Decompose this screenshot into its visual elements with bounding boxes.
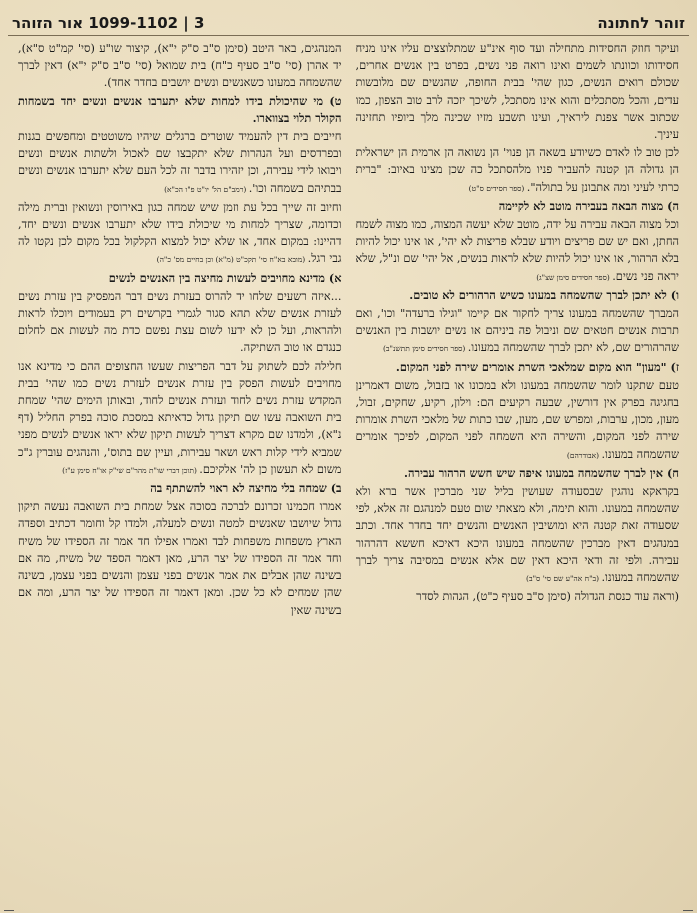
- paragraph-text: בקראקא נוהגין שבסעודה שעושין בליל שני מברכין אשר ברא ולא שהשמחה במעונו. והוא תימה, ולא מצאתי שום טעם למנהגם זה אלא, לפי שסעודה זאת קטנה היא ומושיבין האנשים והנשים יחד בחדר אחד. וכתב במנהגים דאין מברכין שהשמחה במעונו היכא דאיכא חששא דהרהור עבירה. ולפי זה ודאי היכא דאין שם אלא אנשים במסיבה צריך לברך שהשמחה במעונו.: [355, 485, 679, 585]
- section-heading: [356, 287, 680, 304]
- paragraph: [18, 288, 342, 357]
- page-number: 3 | 1099-1102 אור הזוהר: [12, 14, 205, 32]
- paragraph-text: טעם שתקנו לומר שהשמחה במעונו ולא במכונו או בזבול, משום דאמרינן בחגיגה בפרק אין דורשין, שבעה רקיעים הם: וילון, רקיע, שחקים, זבול, מעון, מכון, ערבות, ומפרש שם, מעון, שבו כתות של מלאכי השרת אומרות שירה לפני המקום, והשירה היא השמחה לפני המקום, לפיכך אומרים שהשמחה במעונו.: [355, 378, 679, 461]
- paragraph: [356, 588, 680, 605]
- paragraph-text: ועיקר חוזק החסידות מתחילה ועד סוף אינ"ע שמתלוצצים עליו אינו מניח חסידותו וכוונתו לשמים ואינו רואה פני נשים, בפרט בין אנשים אחרים, שכולם רואים הנשים, כגון שהי' בבית החופה, שהנשים שם מלובשות עדים, והכל מסתכלים והוא אינו מסתכל, לשיכך יזכה לרב טוב הצפון, כמו שכתוב אשר צפנת ליראיך, ועינו תשבע מזיו שכינה מלך ביופיו תחזינה עיניך.: [355, 42, 679, 142]
- source-citation: (רמב"ם הל' יו"ט פ"ו הכ"א): [164, 184, 249, 194]
- section-heading: [356, 359, 680, 376]
- left-column: [18, 40, 342, 905]
- paragraph: [18, 128, 342, 198]
- paragraph-text: חייבים בית דין להעמיד שוטרים ברגלים שיהיו משוטטים ומחפשים בגנות ובפרדסים ועל הנהרות שלא יתקבצו שם לאכול ולשתות אנשים ונשים ויבואו לידי עבירה, וכן יזהירו בדבר זה לכל העם שלא יתערבו אנשים ונשים בבתיהם בשמחה וכו'.: [18, 130, 342, 195]
- paragraph-text: (וראה עוד כנסת הגדולה (סימן ס"ב סעיף כ"ט), הגהות לסדר: [416, 590, 679, 604]
- source-citation: (ספר חסידים ס"ט): [468, 183, 527, 193]
- source-citation: (תוכן דברי שו"ת מהר"ם שי"ק או"ח סימן ע"ז): [62, 465, 200, 475]
- paragraph: [356, 216, 680, 286]
- source-citation: (אבודרהם): [566, 450, 602, 460]
- paragraph-text: אמרו חכמינו זכרונם לברכה בסוכה אצל שמחת בית השואבה נעשה תיקון גדול שיושבו שאנשים למטה ונשים למעלה, ולמדו קל וחומר דכתיב וספדה הארץ משפחות משפחות לבד ואמרו אפילו חד אמר זה הספידו של משיח וחד אמר זה הספידו של יצר הרע, מאן דאמר הספד של משיח, מה אם בשינה שהן אבלים את אמר אנשים בפני עצמן והנשים בפני עצמן, בשינה שהן שמחים לא כל שכן. ומאן דאמר זה הספידו של יצר הרע, ומה אם בשינה שאין: [18, 500, 342, 617]
- paragraph: [356, 483, 680, 587]
- section-heading: [18, 480, 342, 497]
- edge-mark-right: [683, 910, 693, 911]
- source-citation: (ספר חסידים סימן תתשנ"ב): [382, 344, 468, 354]
- paragraph-text: ...איזה רשעים שלחו יד להרוס בעזרת נשים דבר המפסיק בין עזרת נשים לעזרת אנשים שלא תהא סגור לגמרי בקרשים רק בעמודים ויוכלו לראות ולהראות, ועל כן לא ידעו לשום עצת נפשם כדת מה לעשות אם לחלום כנגדם או טוב השתיקה.: [18, 289, 342, 355]
- paragraph-text: המברך שהשמחה במעונו צריך לחקור אם קיימו "וגילו ברעדה" וכו', ואם תרבות אנשים חטאים שם וניבול פה ביניהם או נשים יושבות בין האנשים שהרהורים שם, לא יתכן לברך שהשמחה במעונו.: [355, 307, 679, 355]
- heading-text: ה) מצוה הבאה בעבירה מוטב לא לקיימה: [498, 198, 679, 213]
- section-heading: [18, 93, 342, 127]
- heading-text: ח) אין לברך שהשמחה במעונו איפה שיש חשש הרהור עבירה.: [404, 465, 679, 480]
- paragraph-text: וכל מצוה הבאה עבירה על ידה, מוטב שלא יעשה המצוה, כמו מצוה לשמח החתן, ואם יש שם פריצים ויודע שבלא פריצות לא יהי', או אינו יכול להיות בלא הרהור, או אינו יכול להיות שלא לראות בנשים, אל יהי' שם ונ"ל, שלא יראה פני נשים.: [355, 218, 679, 283]
- page-header: [8, 6, 689, 36]
- section-heading: [18, 270, 342, 287]
- paragraph-text: לכן טוב לו לאדם כשיודע בשאה הן פנוי' הן נשואה הן ארמית הן ישראלית הן גדולה הן קטנה להעביר פניו מלהסתכל כה שכן מצינו באיוב: "ברית כרתי לעיני ומה אתבונן על בתולה".: [355, 146, 679, 194]
- section-heading: [356, 465, 680, 482]
- text-columns: [18, 40, 679, 905]
- paragraph: [18, 199, 342, 269]
- heading-text: ט) מי שהיכולת בידו למחות שלא יתערבו אנשים ונשים יחד בשמחות הקולר תלוי בצווארו.: [18, 93, 342, 125]
- heading-text: א) מדינא מחויבים לעשות מחיצה בין האנשים לנשים: [108, 270, 342, 285]
- paragraph: [18, 358, 342, 479]
- running-title: זוהר לחתונה: [597, 14, 685, 32]
- paragraph: [356, 144, 680, 197]
- heading-text: ב) שמחה בלי מחיצה לא ראוי להשתתף בה: [150, 481, 342, 496]
- paragraph-text: חלילה לכם לשתוק על דבר הפריצות שעשו החצופים ההם כי מדינא אנו מחויבים לעשות הפסק בין עזרת אנשים לעזרת נשים כמו שהי' בבית המקדש עזרת נשים לחוד ועזרת אנשים לחוד, ובאותן הימים שהי' שמחת בית השואבה עשו שם תיקון גדול כדאיתא במסכת סוכה בפרק החליל (דף נ"א), ולמדנו שם מקרא דצריך לעשות תיקון שלא יראו אנשים לנשים מפני שמביא לידי קלות ראש ושאר עבירות, ועיין שם בתוס', והנהגים עוברין ג"כ משום לא תעשון כן לה' אלקיכם.: [18, 359, 342, 476]
- heading-text: ו) לא יתכן לברך שהשמחה במעונו כשיש הרהורים לא טובים.: [409, 287, 679, 302]
- section-heading: [356, 198, 680, 215]
- paragraph: [18, 498, 342, 618]
- heading-text: ז) "מעון" הוא מקום שמלאכי השרת אומרים שירה לפני המקום.: [395, 359, 679, 374]
- source-citation: (ספר חסידים סימן שצ"ג): [536, 272, 613, 282]
- paragraph: [356, 305, 680, 358]
- paragraph: [356, 377, 680, 464]
- paragraph: [18, 40, 342, 92]
- edge-mark-left: [4, 910, 14, 911]
- source-citation: (ב"ח אה"ע שם סי' ס"ב): [526, 574, 602, 584]
- paragraph-text: וחיוב זה שייך בכל עת וזמן שיש שמחה כגון באירוסין ונשואין וברית מילה וכדומה, שצריך למחות מי שיכולת בידו שלא יתערבו אנשים ונשים יחד, דהיינו: במקום אחד, או שלא יכול למצוא הקלקול בכל מקום לכן נקטו לה גבי רגל.: [18, 200, 342, 266]
- paragraph-text: המנהגים, באר היטב (סימן ס"ב ס"ק י"א), קיצור שו"ע (סי' קמ"ט ס"א), יד אהרן (סי' ס"ב סעיף כ"ח) בית שמואל (סי' ס"ב ס"ק י"א) דאין לברך שהשמחה במעונו כשאנשים ונשים יושבים בחדר אחד).: [18, 42, 342, 90]
- right-column: [356, 40, 680, 905]
- paragraph: [356, 40, 680, 143]
- source-citation: (מובא בא"ח סי' תקכ"ט (מ"א) וכן בחיים מס' כ"ה): [156, 255, 308, 265]
